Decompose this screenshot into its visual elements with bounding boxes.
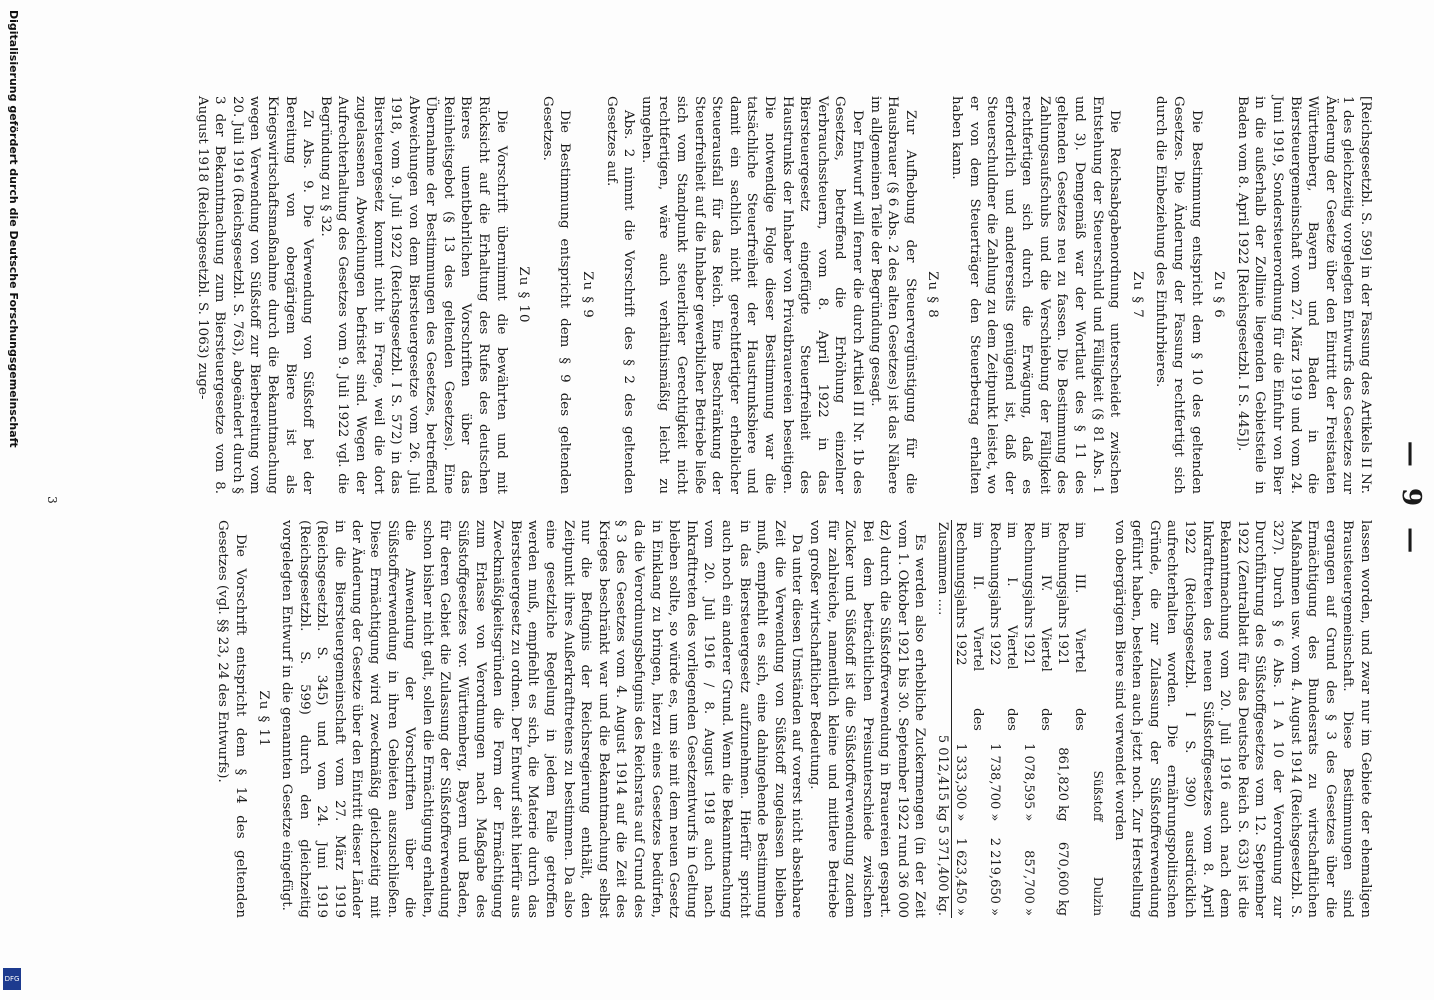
cell-dulzin: 670,600 kg [1055, 841, 1071, 916]
paragraph: Da unter diesen Umständen auf vorerst nicht absehbare Zeit die Verwendung von Süßstoff zugelassen bleiben muß, empfiehlt es sich, eine dahingehende Bestimmung in das Biersteuergesetz aufzunehmen. Hierfür spricht auch noch ein anderer Grund. Wenn die Bekanntmachung vom 20. Juli 1916 / 8. August 1918 auch nach Inkrafttreten des vorliegenden Gesetzentwurfs in Geltung bleiben sollte, so würde es, um sie mit dem neuen Gesetz in Einklang zu bringen, hierzu eines Gesetzes bedürfen, da die Verordnungsbefugnis des Reichsrats auf Grund des § 3 des Gesetzes vom 4. August 1914 auf die Zeit des Krieges beschränkt war und die Bekanntmachung selbst nur die Befugnis der Reichsregierung enthält, den Zeitpunkt ihres Außerkrafttretens zu bestimmen. Da also eine gesetzliche Regelung in jedem Falle getroffen werden muß, empfiehlt es sich, die Materie durch das Biersteuergesetz zu ordnen. Der Entwurf sieht hierfür aus Zweckmäßigkeitsgründen die Form der Ermächtigung zum Erlasse von Verordnungen nach Maßgabe des Süßstoffgesetzes vor. Württemberg, Bayern und Baden, für deren Gebiet die Zulassung der Süßstoffverwendung schon bisher nicht galt, sollen die Ermächtigung erhalten, die Anwendung der Vorschriften über die Süßstoffverwendung in ihren Gebieten auszuschließen. Diese Ermächtigung wird zweckmäßig gleichzeitig mit der Änderung der Gesetze über den Eintritt dieser Länder in die Biersteuergemeinschaft vom 27. März 1919 (Reichsgesetzbl. S. 345) und vom 24. Juni 1919 (Reichsgesetzbl. S. 599) durch den gleichzeitig vorgelegten Entwurf in die genannten Gesetze eingefügt. [279, 520, 805, 918]
total-dulzin: 5 371,400 kg. [935, 825, 951, 916]
section-heading: Zu § 10 [516, 266, 532, 324]
row-label: im III. Viertel des Rechnungsjahrs 1921 [1055, 522, 1088, 731]
paragraph: Die Vorschrift übernimmt die bewährten und mit Rücksicht auf die Erhaltung des Rufes des deutschen Bieres unentbehrlichen Vorschriften über das Reinheitsgebot (§ 13 des geltenden Gesetzes). Eine Übernahme der Bestimmungen des Gesetzes, betreffend Abweichungen von dem Biersteuergesetze vom 26. Juli 1918, vom 9. Juli 1922 (Reichsgesetzbl. I S. 572) in das Biersteuergesetz kommt nicht in Frage, weil die dort zugelassenen Abweichungen befristet sind. Wegen der Aufrechterhaltung des Gesetzes vom 9. Juli 1922 vgl. die Begründung zu § 32. [317, 96, 509, 494]
table-row [952, 520, 987, 918]
sweetener-table [935, 520, 1107, 918]
paragraph: lassen worden, und zwar nur im Gebiete der ehemaligen Brausteuergemeinschaft. Diese Bestimmungen sind ergangen auf Grund des § 3 des Gesetzes über die Ermächtigung des Bundesrats zu wirtschaftlichen Maßnahmen usw. vom 4. August 1914 (Reichsgesetzbl. S. 327). Durch § 6 Abs. 1 A 10 der Verordnung zur Durchführung des Süßstoffgesetzes vom 12. September 1922 (Zentralblatt für das Deutsche Reich S. 633) ist die Bekanntmachung vom 20. Juli 1916 auch nach dem Inkrafttreten des neuen Süßstoffgesetzes vom 8. April 1922 (Reichsgesetzbl. I S. 390) ausdrücklich aufrechterhalten worden. Die ernährungspolitischen Gründe, die zur Zulassung der Süßstoffverwendung geführt haben, bestehen auch jetzt noch. Zur Herstellung von obergärigem Biere sind verwendet worden [1111, 520, 1373, 918]
table-header [1089, 520, 1107, 733]
section-heading: Zu § 6 [1211, 271, 1227, 319]
paragraph: Zu Abs. 9. Die Verwendung von Süßstoff bei der Bereitung von obergärigem Biere ist als Kriegswirtschaftsmaßnahme durch die Bekanntmachung wegen Verwendung von Süßstoff zur Bierbereitung vom 20. Juli 1916 (Reichsgesetzbl. S. 763), abgeändert durch § 3 der Bekanntmachung zum Biersteuergesetze vom 8. August 1918 (Reichsgesetzbl. S. 1063) zuge- [194, 96, 316, 494]
digitization-note-text: Digitalisierung gefördert durch die Deutsche Forschungsgemeinschaft [7, 10, 20, 448]
cell-suessstoff: 1 738,700 » [987, 743, 1003, 822]
total-suessstoff: 5 012,415 kg [935, 734, 951, 822]
table-row [1021, 520, 1055, 918]
footer-number: 3 [45, 496, 59, 504]
row-label: im II. Viertel des Rechnungsjahrs 1922 [953, 522, 986, 731]
cell-suessstoff: 1 078,595 » [1021, 743, 1037, 822]
paragraph: Abs. 2 nimmt die Vorschrift des § 2 des geltenden Gesetzes auf. [603, 96, 637, 494]
table-row [1055, 520, 1089, 918]
left-column [193, 96, 1374, 494]
section-heading: Zu § 7 [1129, 271, 1145, 319]
table-total-row [935, 520, 953, 918]
cell-dulzin: 2 219,650 » [987, 837, 1003, 916]
dfg-logo: DFG [3, 968, 21, 990]
table-header: Süßstoff [1091, 770, 1106, 822]
paragraph: Die Vorschrift entspricht dem § 14 des geltenden Gesetzes (vgl. §§ 23, 24 des Entwurfs). [215, 520, 248, 918]
section-heading: Zu § 9 [580, 271, 596, 319]
table-row [987, 520, 1021, 918]
right-column [214, 520, 1374, 918]
paragraph: Der Entwurf will ferner die durch Artikel III Nr. 1b des Gesetzes, betreffend die Erhöhung einzelner Verbrauchssteuern, vom 8. April 1922 in das Biersteuergesetz eingefügte Steuerfreiheit des Haustrunks der Inhaber von Privatbrauereien beseitigen. Die notwendige Folge dieser Bestimmung war die tatsächliche Steuerfreiheit der Haustrunksbiere und damit ein sachlich nicht gerechtfertigter erheblicher Steuerausfall für das Reich. Eine Beschränkung der Steuerfreiheit auf die Inhaber gewerblicher Betriebe ließe sich vom Standpunkt steuerlicher Gerechtigkeit nicht rechtfertigen, wäre auch verhältnismäßig leicht zu umgehen. [638, 96, 865, 494]
cell-dulzin: 857,700 » [1021, 850, 1037, 916]
page-number: — 9 — [1396, 440, 1426, 560]
total-label: Zusammen .... [935, 520, 953, 733]
paragraph: Die Bestimmung entspricht dem § 9 des geltenden Gesetzes. [539, 96, 573, 494]
paragraph: Die Reichsabgabenordnung unterscheidet zwischen Entstehung der Steuerschuld und Fälligkeit (§ 81 Abs. 1 und 3). Demgemäß war der Wortlaut des § 11 des geltenden Gesetzes neu zu fassen. Die Bestimmung des Zahlungsaufschubs und die Verschiebung der Fälligkeit rechtfertigen sich durch die Erwägung, daß es erforderlich und andererseits genügend ist, daß der Steuerschuldner die Zahlung zu dem Zeitpunkt leistet, wo er von dem Steuerträger den Steuerbetrag erhalten haben kann. [948, 96, 1123, 494]
paragraph: Die Bestimmung entspricht dem § 10 des geltenden Gesetzes. Die Änderung der Fassung rechtfertigt sich durch die Einbeziehung des Einfuhrbieres. [1153, 96, 1204, 494]
row-label: im IV. Viertel des Rechnungsjahrs 1921 [1021, 522, 1054, 731]
cell-suessstoff: 1 333,300 » [953, 743, 969, 822]
paragraph: Zur Aufhebung der Steuervergünstigung für die Hausbrauer (§ 6 Abs. 2 des alten Gesetzes) ist das Nähere im allgemeinen Teile der Begründung gesagt. [867, 96, 918, 494]
paragraph: [Reichsgesetzbl. S. 599] in der Fassung des Artikels II Nr. 1 des gleichzeitig vorgelegten Entwurfs des Gesetzes zur Änderung der Gesetze über den Eintritt der Freistaaten Württemberg, Bayern und Baden in die Biersteuergemeinschaft vom 27. März 1919 und vom 24. Juni 1919, Sondersteuerordnung für die Einfuhr von Bier in die außerhalb der Zollinie liegenden Gebietsteile in Baden vom 8. April 1922 [Reichsgesetzbl. I S. 445]). [1234, 96, 1373, 494]
paragraph: Es werden also erhebliche Zuckermengen (in der Zeit vom 1. Oktober 1921 bis 30. September 1922 rund 36 000 dz) durch die Süßstoffverwendung in Brauereien gespart. Bei dem beträchtlichen Preisunterschiede zwischen Zucker und Süßstoff ist die Süßstoffverwendung zudem für zahlreiche, namentlich kleine und mittlere Betriebe von großer wirtschaftlicher Bedeutung. [806, 520, 928, 918]
section-heading: Zu § 11 [255, 690, 271, 748]
digitization-note [4, 10, 20, 995]
cell-dulzin: 1 623,450 » [953, 837, 969, 916]
row-label: im I. Viertel des Rechnungsjahrs 1922 [987, 522, 1020, 731]
cell-suessstoff: 861,820 kg [1055, 747, 1071, 822]
section-heading: Zu § 8 [925, 271, 941, 319]
table-header: Dulzin [1091, 876, 1106, 916]
